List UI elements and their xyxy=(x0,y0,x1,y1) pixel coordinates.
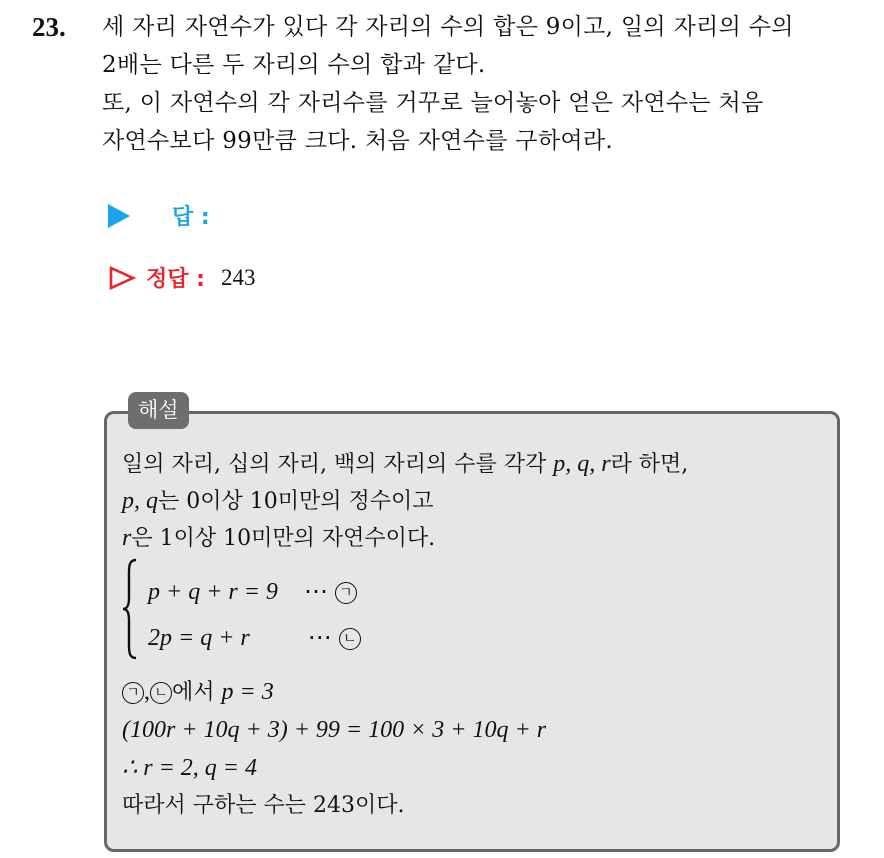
circled-giyeok-icon: ㄱ xyxy=(335,582,357,604)
problem-text xyxy=(102,8,872,160)
correct-answer-row xyxy=(108,262,255,293)
solution-line-7: (100r + 10q + 3) + 99 = 100 × 3 + 10q + r xyxy=(122,717,547,743)
correct-answer-label: 정답 : xyxy=(146,267,205,292)
solution-line-1: 일의 자리, 십의 자리, 백의 자리의 수를 각각 p, q, r라 하면, xyxy=(122,451,689,477)
problem-line: 또, 이 자연수의 각 자리수를 거꾸로 늘어놓아 얻은 자연수는 처음 xyxy=(102,90,764,116)
solution-tag: 해설 xyxy=(128,392,189,429)
equation-2: 2p = q + r ⋯ ㄴ xyxy=(148,620,361,657)
answer-row xyxy=(108,200,210,231)
problem-line: 2배는 다른 두 자리의 수의 합과 같다. xyxy=(102,52,486,78)
equation-1: p + q + r = 9 ⋯ ㄱ xyxy=(148,574,357,611)
circled-giyeok-icon: ㄱ xyxy=(122,682,144,704)
play-triangle-icon xyxy=(108,204,130,228)
left-brace xyxy=(122,558,138,660)
solution-line-3: r은 1이상 10미만의 자연수이다. xyxy=(122,525,436,551)
problem-number: 23. xyxy=(32,12,66,42)
outline-triangle-icon xyxy=(108,265,136,291)
solution-line-2: p, q는 0이상 10미만의 정수이고 xyxy=(122,488,434,514)
circled-nieun-icon: ㄴ xyxy=(150,682,172,704)
problem-line: 세 자리 자연수가 있다 각 자리의 수의 합은 9이고, 일의 자리의 수의 xyxy=(102,14,794,40)
solution-line-8: ∴ r = 2, q = 4 xyxy=(122,755,257,781)
problem-line: 자연수보다 99만큼 크다. 처음 자연수를 구하여라. xyxy=(102,128,613,154)
answer-label: 답 : xyxy=(172,205,210,230)
solution-line-9: 따라서 구하는 수는 243이다. xyxy=(122,793,405,818)
solution-line-6: ㄱ , ㄴ 에서 p = 3 xyxy=(122,674,274,711)
circled-nieun-icon: ㄴ xyxy=(339,628,361,650)
correct-answer-value: 243 xyxy=(220,264,256,290)
